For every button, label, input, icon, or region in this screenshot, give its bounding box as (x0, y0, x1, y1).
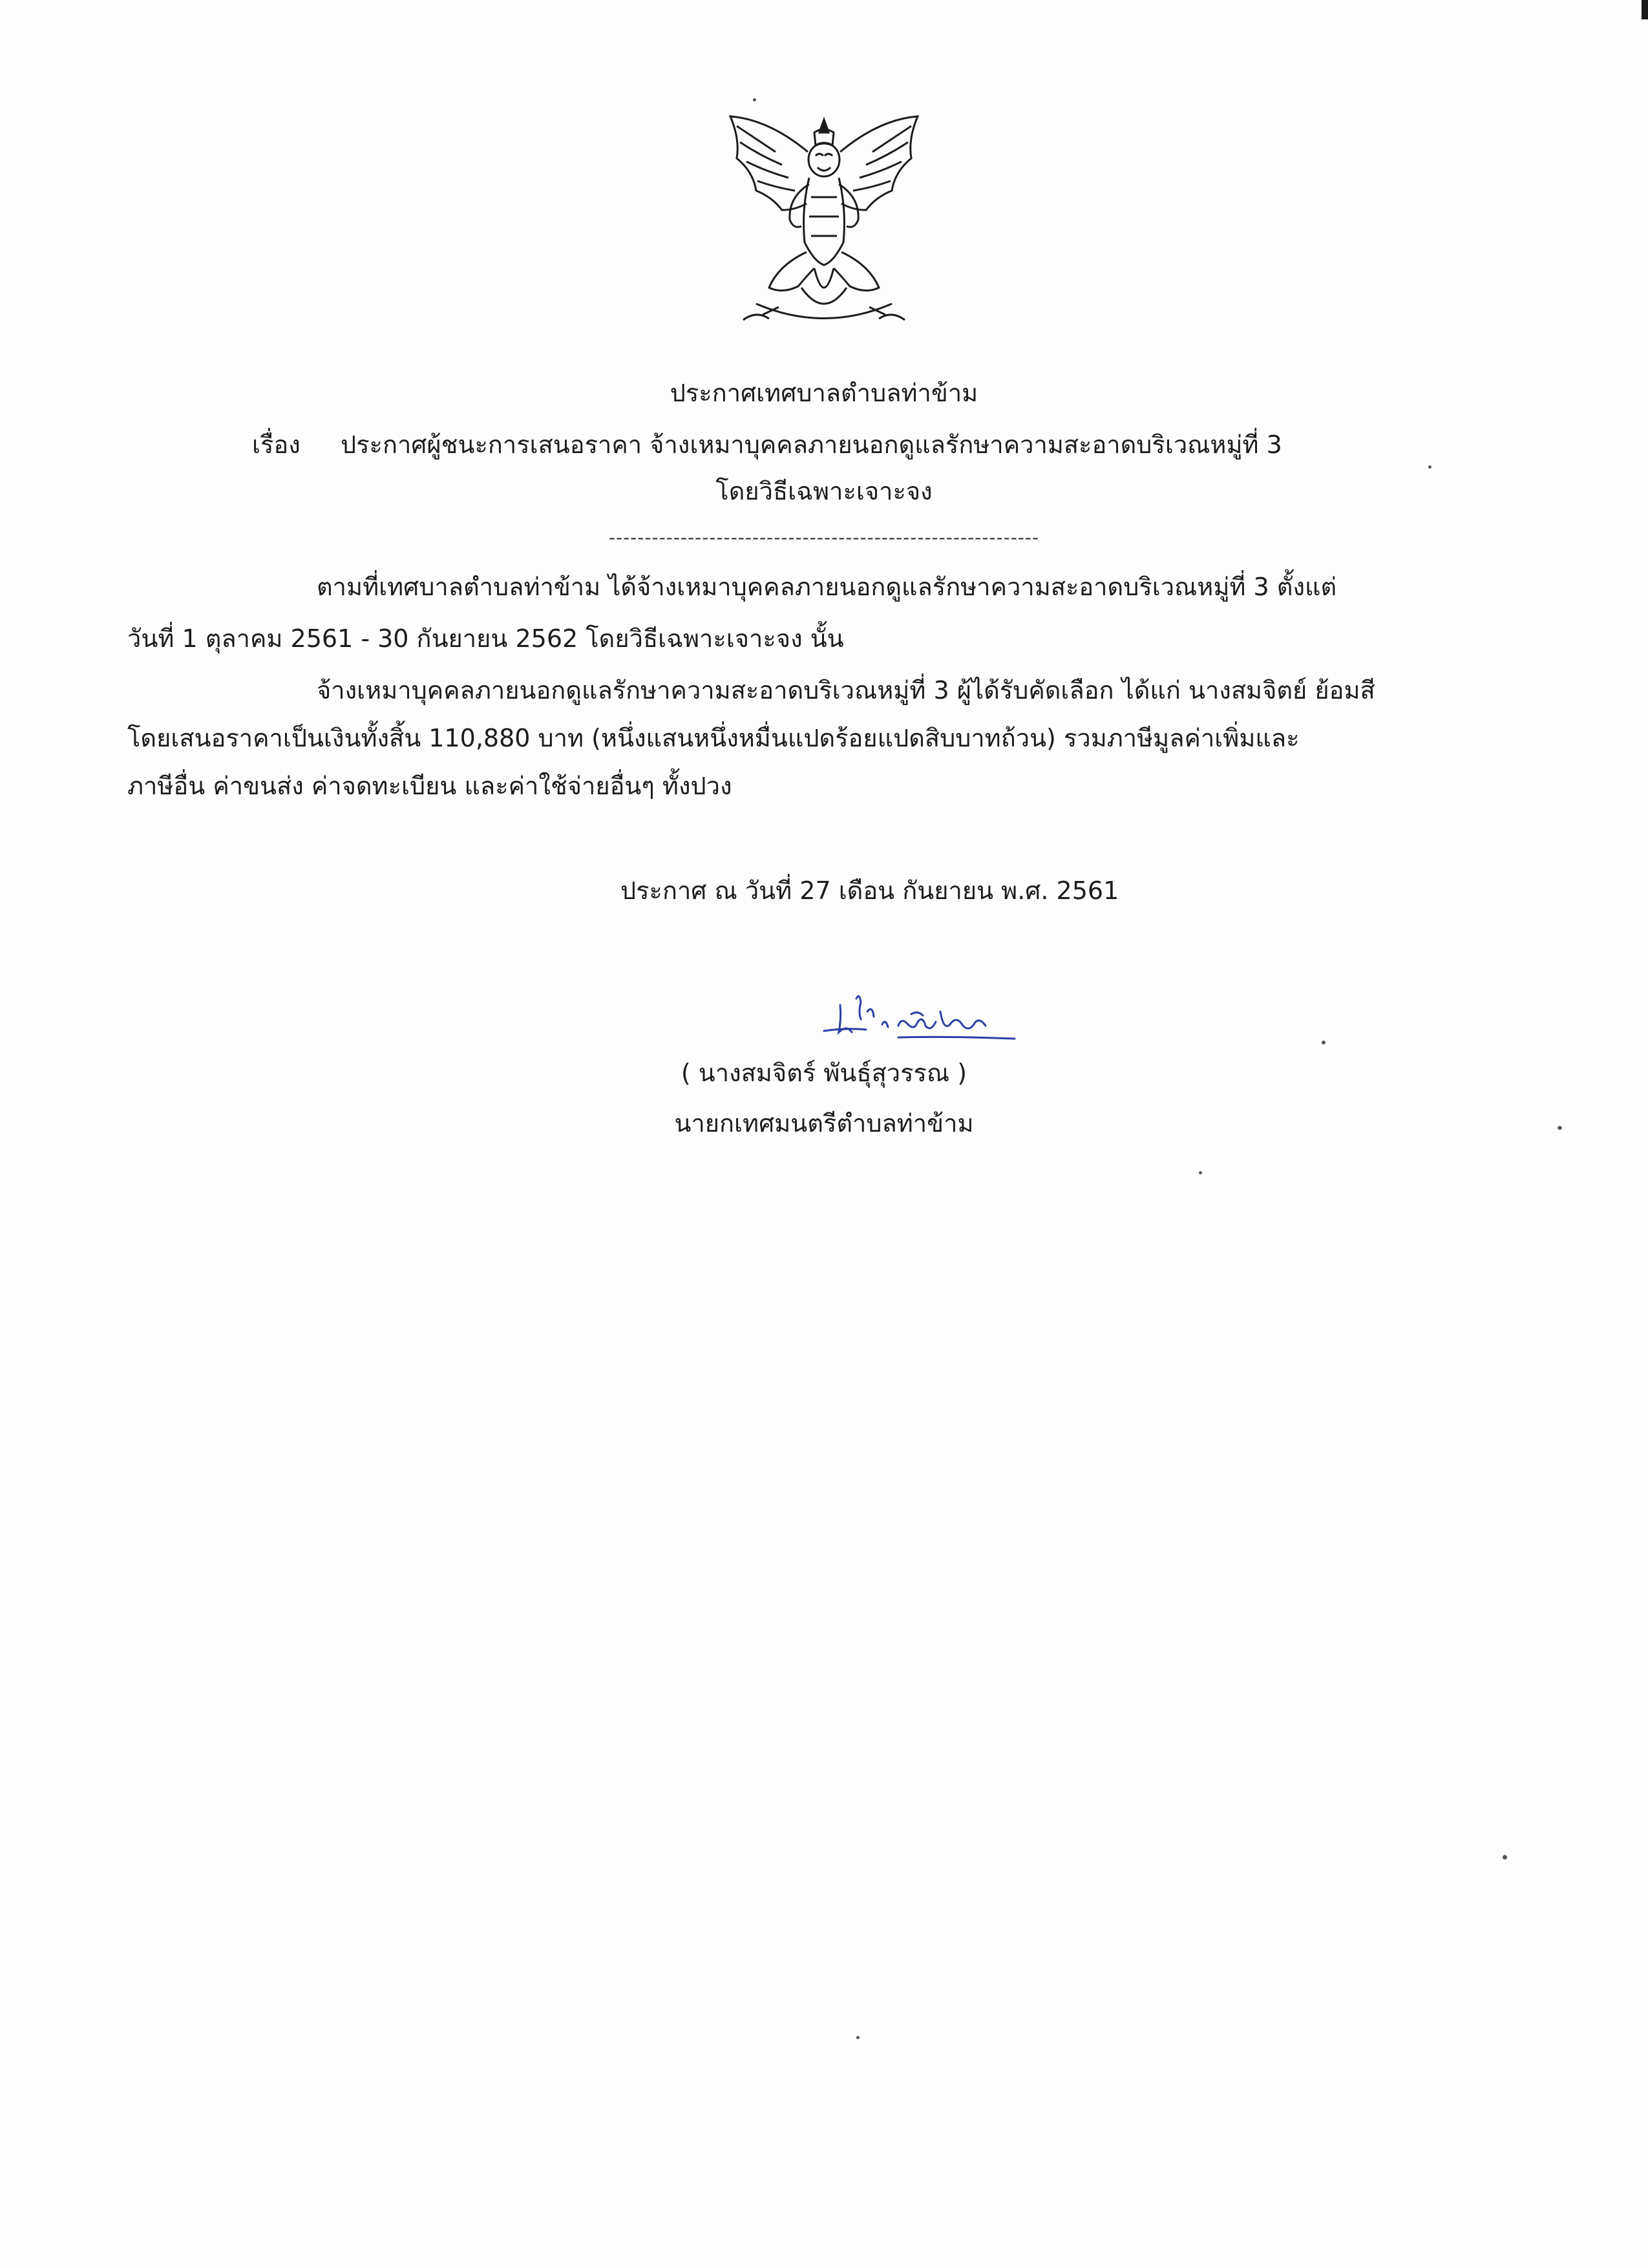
subject-method: โดยวิธีเฉพาะเจาะจง (715, 477, 933, 505)
scan-speck (856, 2036, 860, 2039)
garuda-emblem-icon (717, 113, 931, 343)
subject-text: ประกาศผู้ชนะการเสนอราคา จ้างเหมาบุคคลภายนอกดูแลรักษาความสะอาดบริเวณหมู่ที่ 3 (341, 430, 1282, 459)
divider-line: ------------------------------------------------------------ (608, 527, 1040, 548)
announcement-date: ประกาศ ณ วันที่ 27 เดือน กันยายน พ.ศ. 2561 (620, 876, 1119, 905)
scan-speck (1503, 1855, 1507, 1860)
scan-speck (1199, 1171, 1202, 1174)
paragraph-2-line-2: โดยเสนอราคาเป็นเงินทั้งสิ้น 110,880 บาท (หนึ่งแสนหนึ่งหมื่นแปดร้อยแปดสิบบาทถ้วน) รวมภาษีมูลค่าเพิ่มและ (127, 724, 1300, 752)
announcement-title: ประกาศเทศบาลตำบลท่าข้าม (670, 379, 978, 407)
scan-speck (753, 98, 756, 101)
subject-label: เรื่อง (252, 430, 301, 459)
paragraph-2-line-1: จ้างเหมาบุคคลภายนอกดูแลรักษาความสะอาดบริเวณหมู่ที่ 3 ผู้ได้รับคัดเลือก ได้แก่ นางสมจิตย์ ย้อมสี (317, 676, 1375, 705)
paragraph-1-line-2: วันที่ 1 ตุลาคม 2561 - 30 กันยายน 2562 โดยวิธีเฉพาะเจาะจง นั้น (127, 624, 844, 653)
signer-position: นายกเทศมนตรีตำบลท่าข้าม (674, 1109, 974, 1138)
handwritten-signature-icon (821, 979, 1028, 1050)
scan-edge-mark (1642, 0, 1648, 19)
scan-speck (1558, 1126, 1562, 1130)
paragraph-2-line-3: ภาษีอื่น ค่าขนส่ง ค่าจดทะเบียน และค่าใช้จ่ายอื่นๆ ทั้งปวง (127, 772, 732, 800)
signer-name: ( นางสมจิตร์ พันธุ์สุวรรณ ) (681, 1059, 967, 1087)
scan-speck (1322, 1041, 1326, 1044)
scan-speck (1428, 465, 1431, 469)
paragraph-1-line-1: ตามที่เทศบาลตำบลท่าข้าม ได้จ้างเหมาบุคคลภายนอกดูแลรักษาความสะอาดบริเวณหมู่ที่ 3 ตั้งแต่ (317, 573, 1337, 601)
